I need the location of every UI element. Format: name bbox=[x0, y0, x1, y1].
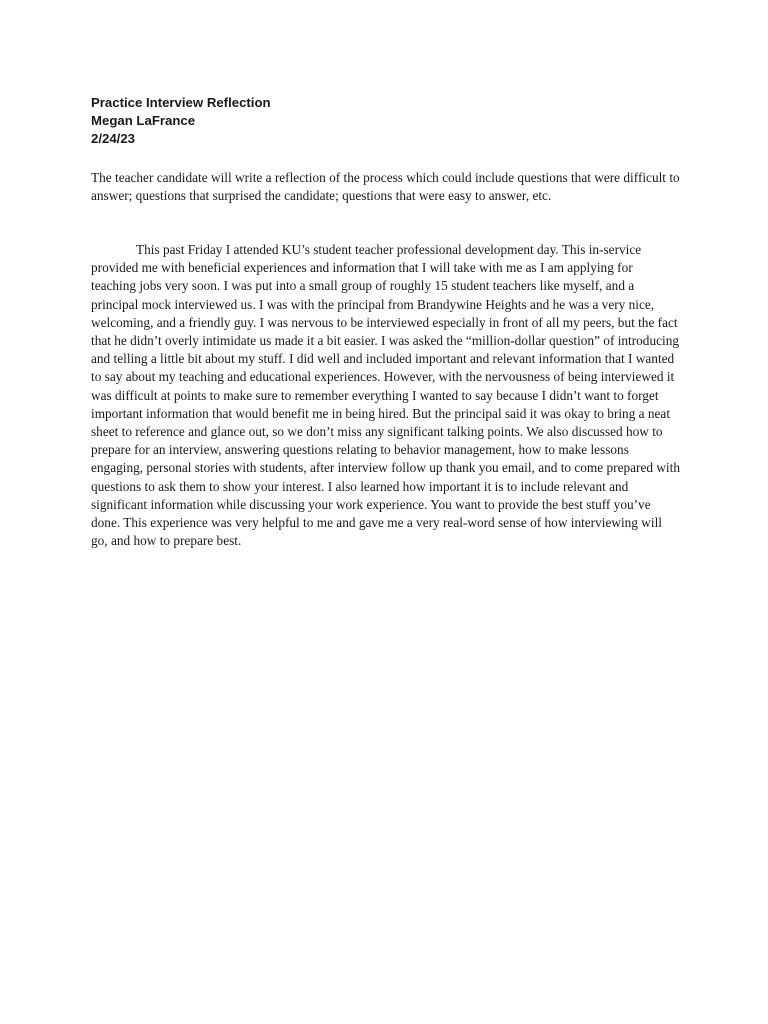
document-date: 2/24/23 bbox=[91, 131, 135, 147]
assignment-prompt: The teacher candidate will write a reflection of the process which could include questions that were difficult to answer; questions that surprised the candidate; questions that were easy to answer, etc. bbox=[91, 170, 680, 204]
author-name: Megan LaFrance bbox=[91, 113, 196, 129]
reflection-paragraph: This past Friday I attended KU’s student teacher professional development day. This in-service provided me with beneficial experiences and information that I will take with me as I am applying for teaching jobs very soon. I was put into a small group of roughly 15 student teachers like myself, and a principal mock interviewed us. I was with the principal from Brandywine Heights and he was a very nice, welcoming, and a friendly guy. I was nervous to be interviewed especially in front of all my peers, but the fact that he didn’t overly intimidate us made it a bit easier. I was asked the “million-dollar question” of introducing and telling a little bit about my stuff. I did well and included important and relevant information that I wanted to say about my teaching and educational experiences. However, with the nervousness of being interviewed it was difficult at points to make sure to remember everything I wanted to say because I didn’t want to forget important information that would benefit me in being hired. But the principal said it was okay to bring a neat sheet to reference and glance out, so we don’t miss any significant talking points. We also discussed how to prepare for an interview, answering questions relating to behavior management, how to make lessons engaging, personal stories with students, after interview follow up thank you email, and to come prepared with questions to ask them to show your interest. I also learned how important it is to include relevant and significant information while discussing your work experience. You want to provide the best stuff you’ve done. This experience was very helpful to me and gave me a very real-word sense of how interviewing will go, and how to prepare best. bbox=[91, 242, 680, 549]
document-header bbox=[91, 94, 271, 149]
document-title: Practice Interview Reflection bbox=[91, 95, 271, 110]
